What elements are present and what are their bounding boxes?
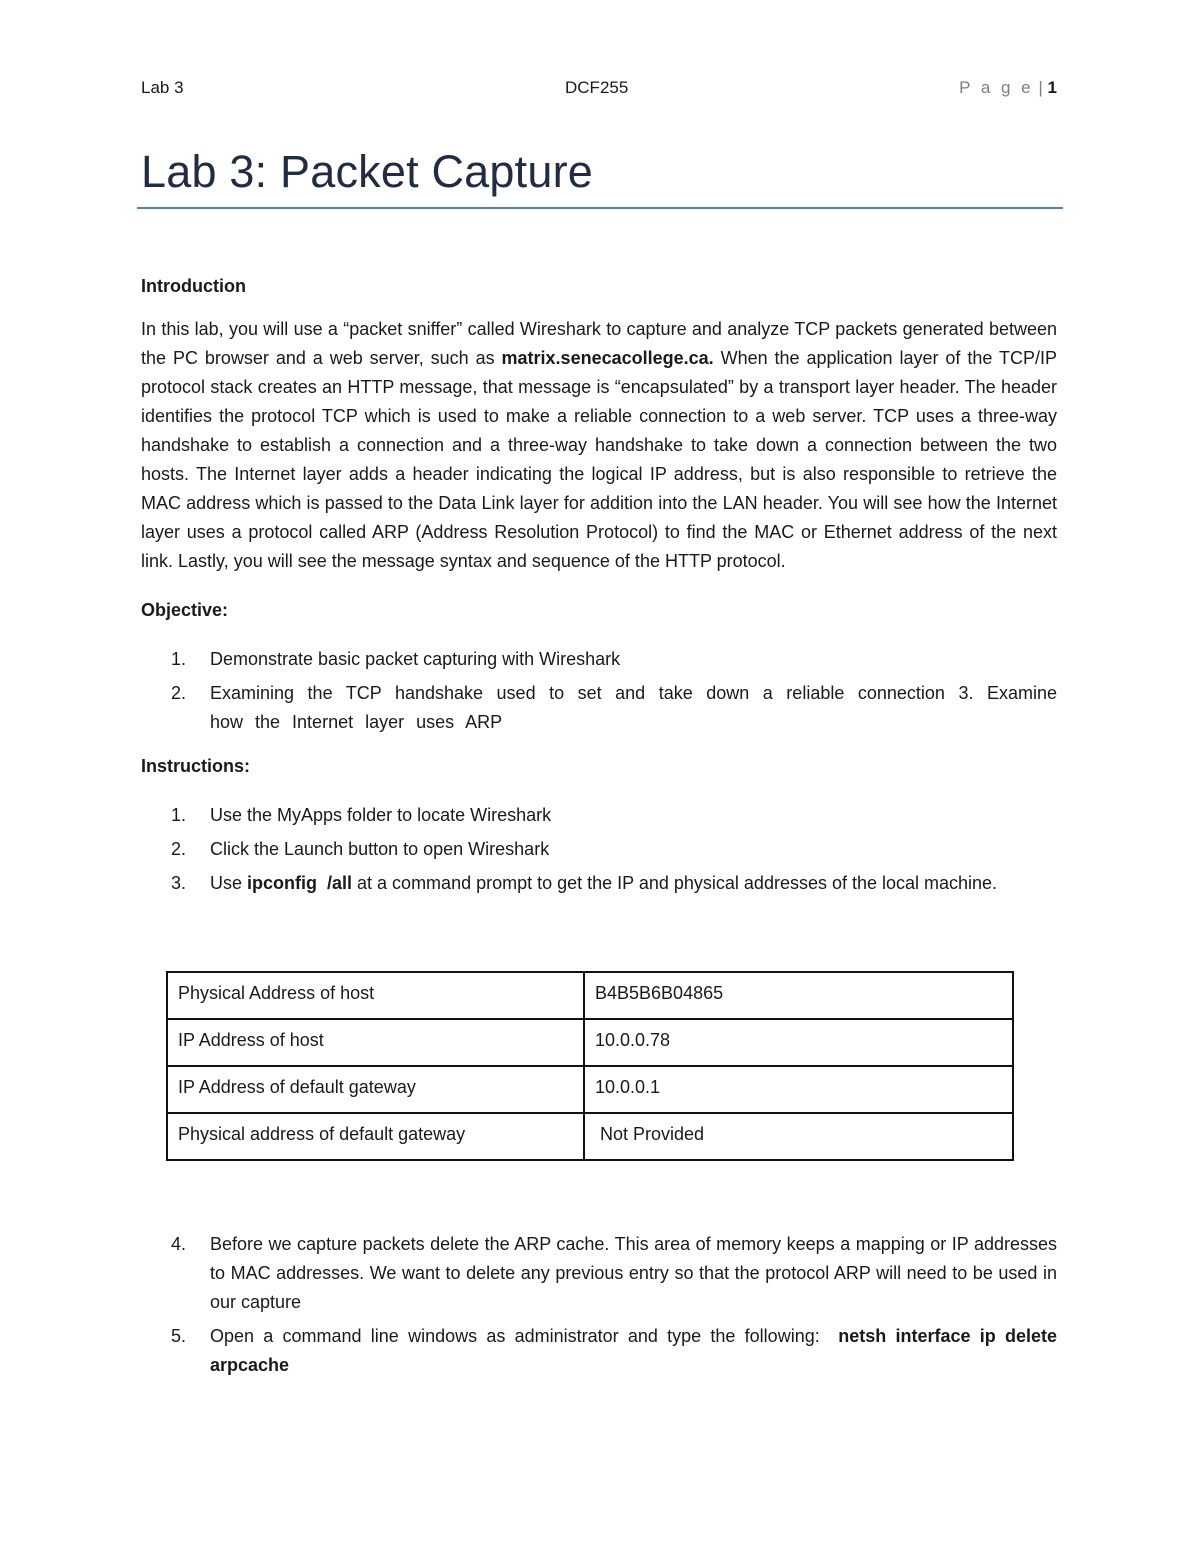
list-text: Open a command line windows as administrator and type the following: [210,1326,839,1346]
address-table-container [166,971,1014,1161]
table-cell-value: 10.0.0.78 [584,1019,1013,1066]
table-cell-value: Not Provided [584,1113,1013,1160]
header-lab: Lab 3 [141,78,184,97]
list-number: 4. [171,1234,187,1254]
header-page-number: 1 [1047,78,1057,97]
table-cell-value: B4B5B6B04865 [584,972,1013,1019]
introduction-heading: Introduction [141,276,246,296]
list-text: Use the MyApps folder to locate Wireshark [210,805,552,825]
introduction-text-2: When the application layer of the TCP/IP protocol stack creates an HTTP message, that message is “encapsulated” by a transport layer header. The header identifies the protocol TCP which is used to make a reliable connection to a web server. TCP uses a three-way handshake to establish a connection and a three-way handshake to take down a connection between the two hosts. The Internet layer adds a header indicating the logical IP address, but is also responsible to retrieve the MAC address which is passed to the Data Link layer for addition into the LAN header. You will see how the Internet layer uses a protocol called ARP (Address Resolution Protocol) to find the MAC or Ethernet address of the next link. Lastly, you will see the message syntax and sequence of the HTTP protocol. [141,348,1057,571]
instructions-continued [141,1230,1057,1385]
list-item [141,835,1057,864]
netsh-command: netsh interface ip delete arpcache [210,1326,1057,1375]
list-text: at a command prompt to get the IP and physical addresses of the local machine. [352,873,998,893]
list-number: 3. [171,873,187,893]
ipconfig-command: ipconfig /all [247,873,353,893]
list-number: 1. [171,649,187,669]
list-text: Click the Launch button to open Wireshark [210,839,550,859]
list-number: 1. [171,805,187,825]
list-item [141,869,1057,898]
list-item [141,1322,1057,1380]
header-separator: | [1038,78,1043,97]
table-row [167,972,1013,1019]
document-body [141,272,1057,903]
address-table [166,971,1014,1161]
instructions-list-continued [141,1230,1057,1380]
server-name: matrix.senecacollege.ca. [501,348,714,368]
instructions-heading: Instructions: [141,756,251,776]
page-header [141,78,1057,102]
introduction-paragraph [141,315,1057,576]
list-number: 2. [171,839,187,859]
list-text: Examining the TCP handshake used to set and take down a reliable connection 3. Examine how the Internet layer uses ARP [210,683,1057,732]
list-item [141,801,1057,830]
header-page [959,78,1057,98]
list-item [141,1230,1057,1317]
table-cell-label: IP Address of default gateway [167,1066,584,1113]
table-cell-label: Physical Address of host [167,972,584,1019]
list-text: Before we capture packets delete the ARP cache. This area of memory keeps a mapping or IP addresses to MAC addresses. We want to delete any previous entry so that the protocol ARP will need to be used in our capture [210,1234,1057,1312]
header-page-word: P a g e [959,78,1034,97]
page-title: Lab 3: Packet Capture [141,146,593,197]
table-row [167,1019,1013,1066]
list-item [141,679,1057,737]
list-number: 2. [171,683,187,703]
list-number: 5. [171,1326,187,1346]
introduction-text-1: In this lab, you will use a “packet sniffer” called Wireshark to capture and analyze TCP packets generated between the PC browser and a web server, such as [141,319,1057,368]
header-course: DCF255 [565,78,629,97]
objective-heading: Objective: [141,600,229,620]
list-text: Demonstrate basic packet capturing with Wireshark [210,649,621,669]
table-cell-value: 10.0.0.1 [584,1066,1013,1113]
table-cell-label: IP Address of host [167,1019,584,1066]
title-underline [137,207,1063,209]
list-item [141,645,1057,674]
instructions-list [141,801,1057,898]
table-row [167,1113,1013,1160]
table-cell-label: Physical address of default gateway [167,1113,584,1160]
list-text: Use [210,873,248,893]
objective-list [141,645,1057,737]
table-row [167,1066,1013,1113]
